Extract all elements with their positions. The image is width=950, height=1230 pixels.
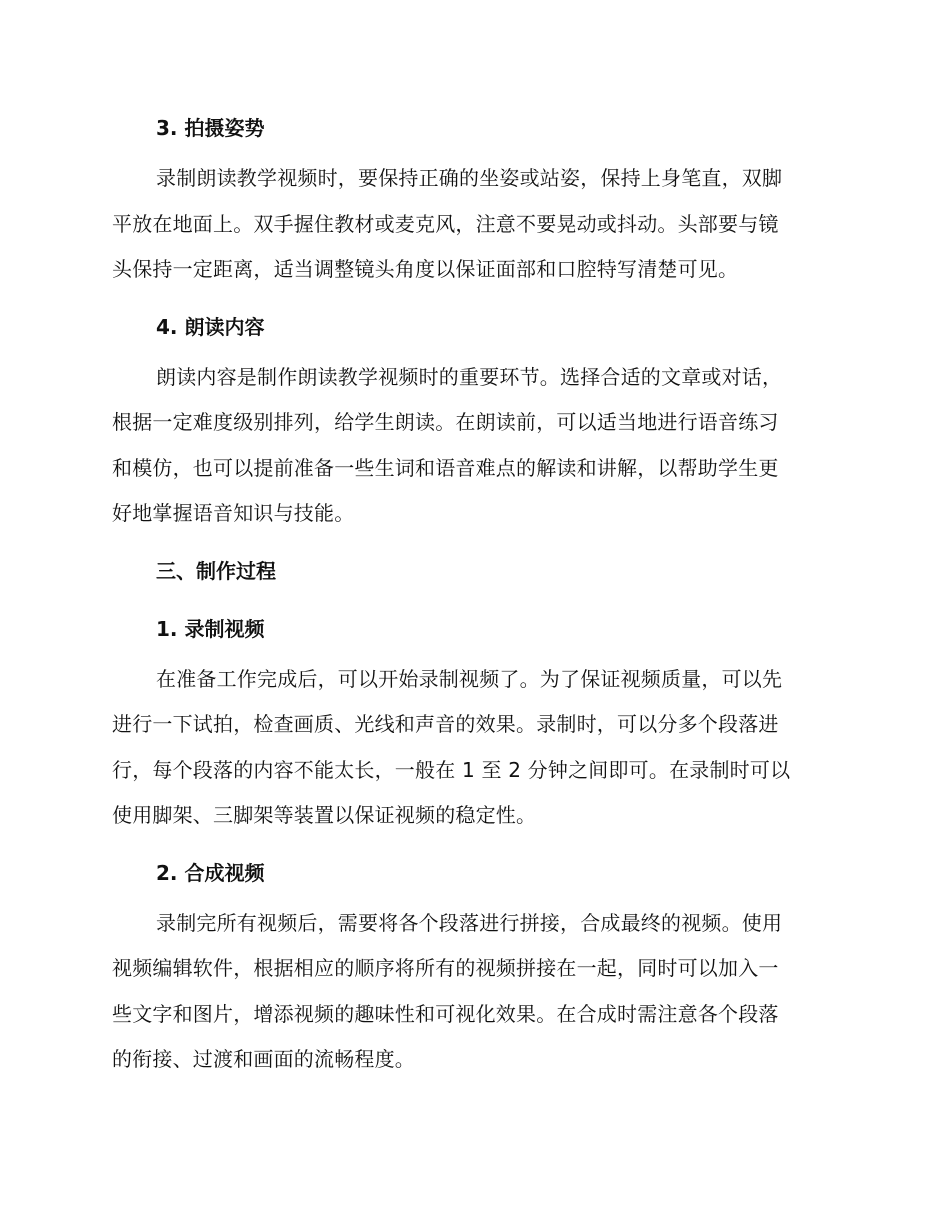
section-heading-reading-content: 4. 朗读内容 (156, 314, 265, 339)
document-page (112, 104, 832, 1083)
paragraph-line: 行，每个段落的内容不能太长，一般在 1 至 2 分钟之间即可。在录制时可以 (112, 757, 791, 782)
paragraph-reading-content (112, 355, 832, 537)
paragraph-line: 视频编辑软件，根据相应的顺序将所有的视频拼接在一起，同时可以加入一 (112, 956, 779, 980)
section-heading-compose-video: 2. 合成视频 (156, 860, 265, 885)
section-heading-record-video: 1. 录制视频 (156, 616, 265, 641)
section-heading-shooting-posture: 3. 拍摄姿势 (156, 116, 265, 140)
paragraph-compose-video (112, 901, 832, 1083)
paragraph-line: 录制朗读教学视频时，要保持正确的坐姿或站姿，保持上身笔直，双脚 (156, 166, 783, 190)
paragraph-line: 使用脚架、三脚架等装置以保证视频的稳定性。 (112, 803, 537, 827)
chapter-heading-production-process: 三、制作过程 (156, 558, 276, 583)
paragraph-line: 录制完所有视频后，需要将各个段落进行拼接，合成最终的视频。使用 (156, 910, 783, 935)
paragraph-line: 和模仿，也可以提前准备一些生词和语音难点的解读和讲解，以帮助学生更 (112, 455, 779, 480)
paragraph-line: 些文字和图片，增添视频的趣味性和可视化效果。在合成时需注意各个段落 (112, 1001, 779, 1026)
paragraph-line: 平放在地面上。双手握住教材或麦克风，注意不要晃动或抖动。头部要与镜 (112, 211, 779, 236)
paragraph-line: 在准备工作完成后，可以开始录制视频了。为了保证视频质量，可以先 (156, 666, 783, 691)
paragraph-line: 朗读内容是制作朗读教学视频时的重要环节。选择合适的文章或对话， (156, 364, 783, 389)
paragraph-record-video (112, 657, 832, 839)
paragraph-line: 头保持一定距离，适当调整镜头角度以保证面部和口腔特写清楚可见。 (112, 257, 739, 281)
paragraph-line: 进行一下试拍，检查画质、光线和声音的效果。录制时，可以分多个段落进 (112, 712, 779, 736)
paragraph-line: 的衔接、过渡和画面的流畅程度。 (112, 1047, 415, 1071)
paragraph-shooting-posture (112, 156, 832, 293)
paragraph-line: 根据一定难度级别排列，给学生朗读。在朗读前，可以适当地进行语音练习 (112, 410, 779, 434)
paragraph-line: 好地掌握语音知识与技能。 (112, 501, 355, 525)
